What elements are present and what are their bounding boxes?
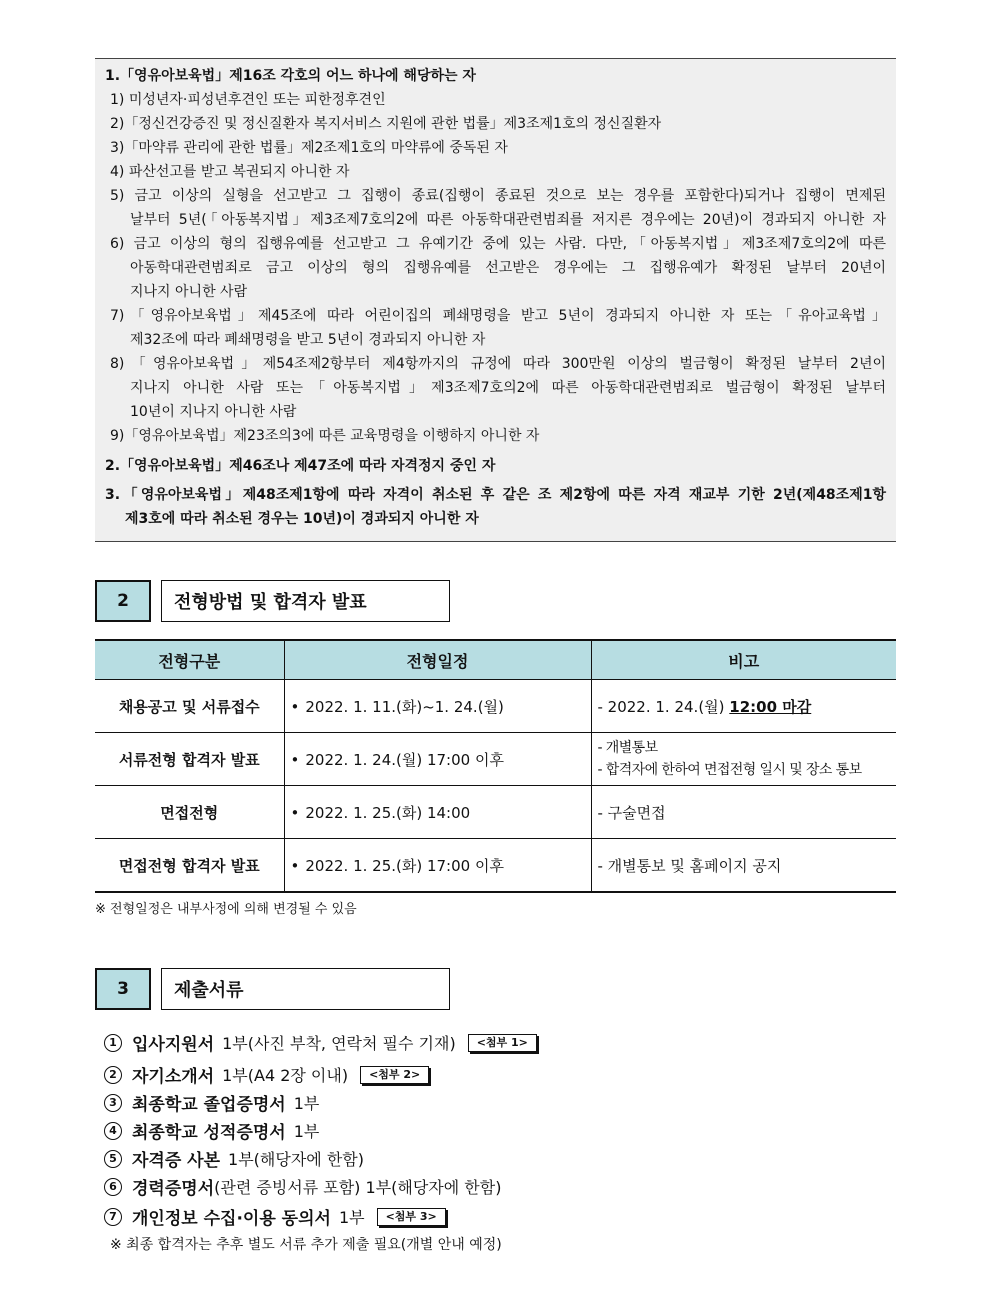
- category-cell: 채용공고 및 서류접수: [95, 680, 284, 733]
- schedule-table: [95, 639, 896, 893]
- disq-item: 2)「정신건강증진 및 정신질환자 복지서비스 지원에 관한 법률」제3조제1호의 정신질환자: [110, 116, 662, 132]
- notes-cell: [591, 680, 896, 733]
- disq-item: 3.「영유아보육법」제48조제1항에 따라 자격이 취소된 후 같은 조 제2항에 따른 자격 재교부 기한 2년(제48조제1항: [105, 487, 886, 503]
- disq-item: 9)「영유아보육법」제23조의3에 따른 교육명령을 이행하지 아니한 자: [110, 428, 540, 444]
- item-number: 1: [104, 1034, 122, 1052]
- column-header: 전형일정: [284, 640, 591, 680]
- disq-item: 7)「영유아보육법」제45조에 따라 어린이집의 폐쇄명령을 받고 5년이 경과되지 아니한 자 또는「유아교육법」: [110, 308, 886, 324]
- document-detail: 1부(해당자에 한함): [228, 1150, 364, 1169]
- document-name: 최종학교 졸업증명서: [132, 1095, 286, 1115]
- bullet-icon: •: [290, 803, 300, 822]
- bullet-icon: •: [290, 750, 300, 769]
- note-text: - 2022. 1. 24.(월): [597, 697, 730, 716]
- attachment-tag: <첨부 3>: [377, 1208, 446, 1226]
- disq-item: 1.「영유아보육법」제16조 각호의 어느 하나에 해당하는 자: [105, 68, 476, 84]
- item-number: 7: [104, 1208, 122, 1226]
- disq-item: 지나지 아니한 사람 또는「아동복지법」제3조제7호의2에 따른 아동학대관련범죄로 벌금형이 확정된 날부터: [130, 380, 886, 396]
- disq-item: 5) 금고 이상의 실형을 선고받고 그 집행이 종료(집행이 종료된 것으로 보는 경우를 포함한다)되거나 집행이 면제된: [110, 188, 886, 204]
- disq-item: 제3호에 따라 취소된 경우는 10년)이 경과되지 아니한 자: [125, 511, 479, 527]
- note-text: - 개별통보: [597, 740, 658, 756]
- section-number: 3: [95, 968, 151, 1010]
- attachment-tag: <첨부 2>: [360, 1066, 429, 1084]
- item-number: 6: [104, 1178, 122, 1196]
- notes-cell: [591, 839, 896, 893]
- table-row: [95, 839, 896, 893]
- document-detail: 1부: [293, 1122, 320, 1141]
- item-number: 2: [104, 1066, 122, 1084]
- list-item: [104, 1174, 501, 1199]
- category-cell: 서류전형 합격자 발표: [95, 733, 284, 786]
- column-header: 전형구분: [95, 640, 284, 680]
- document-name: 자격증 사본: [132, 1151, 221, 1171]
- list-item: [104, 1090, 319, 1115]
- disq-item: 지나지 아니한 사람: [130, 284, 248, 300]
- list-item: [104, 1146, 364, 1171]
- list-item: [104, 1118, 319, 1143]
- note-text: - 구술면접: [597, 803, 666, 822]
- table-header-row: [95, 640, 896, 680]
- disq-item: 2.「영유아보육법」제46조나 제47조에 따라 자격정지 중인 자: [105, 458, 496, 474]
- table-row: [95, 680, 896, 733]
- section-title: 제출서류: [161, 968, 450, 1010]
- disq-item: 8)「영유아보육법」제54조제2항부터 제4항까지의 규정에 따라 300만원 이상의 벌금형이 확정된 날부터 2년이: [110, 356, 886, 372]
- document-detail: 1부(A4 2장 이내): [222, 1066, 349, 1085]
- disq-item: 1) 미성년자·피성년후견인 또는 피한정후견인: [110, 92, 386, 108]
- schedule-cell: [284, 839, 591, 893]
- note-text: - 개별통보 및 홈페이지 공지: [597, 856, 782, 875]
- disq-item: 날부터 5년(「아동복지법」제3조제7호의2에 따른 아동학대관련범죄를 저지른 경우에는 20년)이 경과되지 아니한 자: [130, 212, 886, 228]
- note-list: [598, 737, 891, 781]
- notes-cell: [591, 786, 896, 839]
- bullet-icon: •: [290, 697, 300, 716]
- documents-endnote: ※ 최종 합격자는 추후 별도 서류 추가 제출 필요(개별 안내 예정): [110, 1237, 502, 1253]
- document-name: 입사지원서: [132, 1035, 215, 1055]
- disq-item: 10년이 지나지 아니한 사람: [130, 404, 297, 420]
- document-detail: 1부: [293, 1094, 320, 1113]
- item-number: 4: [104, 1122, 122, 1140]
- document-name: 최종학교 성적증명서: [132, 1123, 286, 1143]
- document-detail: (관련 증빙서류 포함) 1부(해당자에 한함): [214, 1178, 502, 1197]
- item-number: 3: [104, 1094, 122, 1112]
- schedule-cell: [284, 733, 591, 786]
- note-text: - 합격자에 한하여 면접전형 일시 및 장소 통보: [597, 762, 862, 778]
- deadline-text: 12:00 마감: [729, 697, 812, 716]
- document-name: 개인정보 수집·이용 동의서: [132, 1209, 331, 1229]
- disq-item: 아동학대관련범죄로 금고 이상의 형의 집행유예를 선고받은 경우에는 그 집행유예가 확정된 날부터 20년이: [130, 260, 886, 276]
- document-detail: 1부(사진 부착, 연락처 필수 기재): [222, 1034, 456, 1053]
- bullet-icon: •: [290, 856, 300, 875]
- table-row: [95, 786, 896, 839]
- section-title: 전형방법 및 합격자 발표: [161, 580, 450, 622]
- schedule-cell: [284, 786, 591, 839]
- section-number: 2: [95, 580, 151, 622]
- disq-item: 제32조에 따라 폐쇄명령을 받고 5년이 경과되지 아니한 자: [130, 332, 486, 348]
- schedule-text: 2022. 1. 25.(화) 17:00 이후: [305, 856, 504, 875]
- disq-item: 4) 파산선고를 받고 복권되지 아니한 자: [110, 164, 350, 180]
- document-name: 자기소개서: [132, 1067, 215, 1087]
- schedule-cell: [284, 680, 591, 733]
- schedule-text: 2022. 1. 25.(화) 14:00: [305, 803, 471, 822]
- table-row: [95, 733, 896, 786]
- schedule-text: 2022. 1. 24.(월) 17:00 이후: [305, 750, 504, 769]
- document-detail: 1부: [338, 1208, 365, 1227]
- disq-item: 6) 금고 이상의 형의 집행유예를 선고받고 그 유예기간 중에 있는 사람. 다만,「아동복지법」제3조제7호의2에 따른: [110, 236, 886, 252]
- list-item: [104, 1030, 537, 1055]
- list-item: [104, 1204, 446, 1229]
- attachment-tag: <첨부 1>: [468, 1034, 537, 1052]
- notes-cell: [591, 733, 896, 786]
- document-name: 경력증명서: [132, 1179, 215, 1199]
- category-cell: 면접전형 합격자 발표: [95, 839, 284, 893]
- column-header: 비고: [591, 640, 896, 680]
- list-item: [104, 1062, 429, 1087]
- category-cell: 면접전형: [95, 786, 284, 839]
- disq-item: 3)「마약류 관리에 관한 법률」제2조제1호의 마약류에 중독된 자: [110, 140, 508, 156]
- schedule-footnote: ※ 전형일정은 내부사정에 의해 변경될 수 있음: [95, 902, 357, 917]
- item-number: 5: [104, 1150, 122, 1168]
- schedule-text: 2022. 1. 11.(화)~1. 24.(월): [305, 697, 504, 716]
